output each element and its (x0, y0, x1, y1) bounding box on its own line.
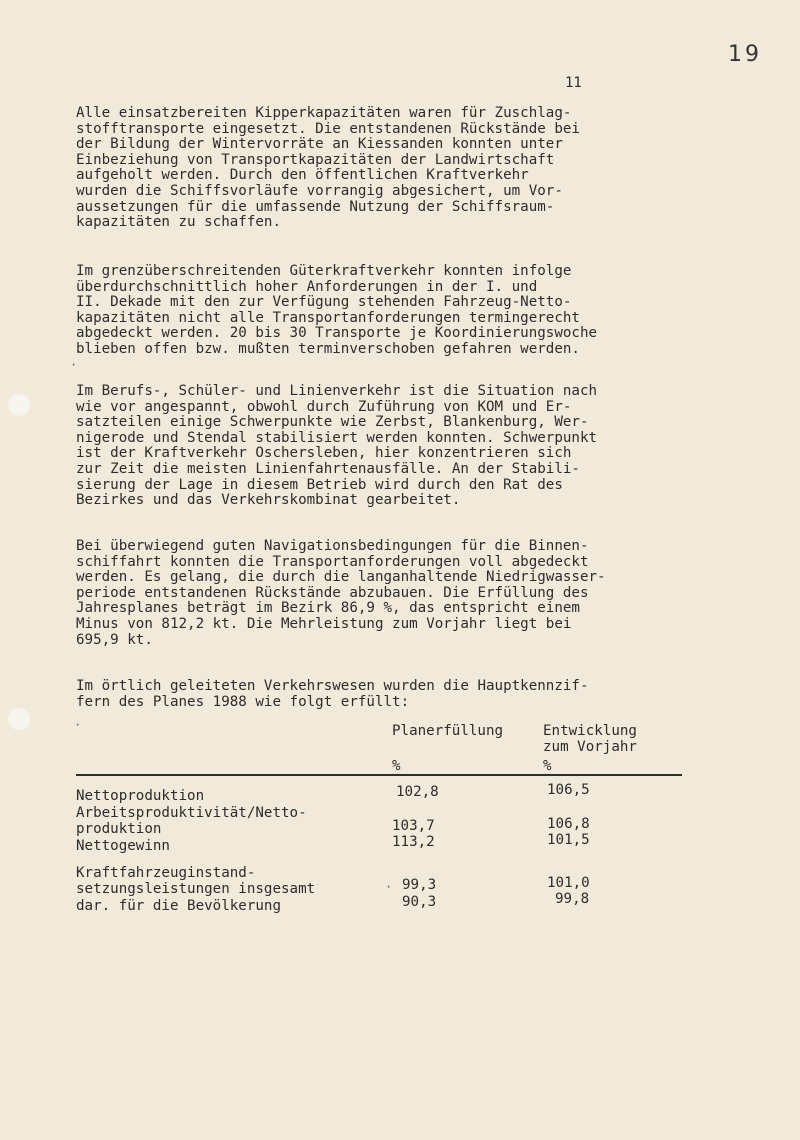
text-line: schiffahrt konnten die Transportanforderungen voll abgedeckt (76, 553, 589, 570)
text-line: periode entstandenen Rückstände abzubauen. Die Erfüllung des (76, 584, 589, 601)
speck-mark: · (74, 718, 82, 732)
text-line: wurden die Schiffsvorläufe vorrangig abgesichert, um Vor- (76, 182, 563, 199)
text-line: Bei überwiegend guten Navigationsbedingungen für die Binnen- (76, 538, 589, 554)
speck-mark: · (70, 358, 78, 372)
row-label: dar. für die Bevölkerung (76, 898, 281, 914)
paragraph-binnenschiffahrt (76, 539, 606, 648)
value-entwicklung: 101,0 (547, 875, 590, 891)
text-line: zur Zeit die meisten Linienfahrtenausfälle. An der Stabili- (76, 460, 580, 477)
punch-hole (8, 708, 30, 730)
row-label: produktion (76, 821, 162, 837)
text-line: nigerode und Stendal stabilisiert werden konnten. Schwerpunkt (76, 429, 598, 446)
text-line: kapazitäten nicht alle Transportanforderungen termingerecht (76, 309, 580, 326)
text-line: Im örtlich geleiteten Verkehrswesen wurden die Hauptkennzif- (76, 678, 589, 694)
value-entwicklung: 99,8 (555, 891, 590, 907)
text-line: Im Berufs-, Schüler- und Linienverkehr ist die Situation nach (76, 383, 598, 399)
row-label: setzungsleistungen insgesamt (76, 881, 316, 897)
text-line: wie vor angespannt, obwohl durch Zuführung von KOM und Er- (76, 398, 572, 415)
text-line: aufgeholt werden. Durch den öffentlichen Kraftverkehr (76, 167, 529, 184)
column-header-zum-vorjahr: zum Vorjahr (543, 739, 637, 755)
paragraph-gueterkraftverkehr (76, 264, 597, 358)
paragraph-oertlich-geleitet (76, 679, 589, 710)
text-line: ist der Kraftverkehr Oschersleben, hier konzentrieren sich (76, 445, 572, 462)
row-label: Nettoproduktion (76, 788, 205, 804)
row-label: Arbeitsproduktivität/Netto- (76, 805, 307, 821)
text-line: stofftransporte eingesetzt. Die entstandenen Rückstände bei (76, 120, 580, 137)
text-line: Im grenzüberschreitenden Güterkraftverkehr konnten infolge (76, 263, 572, 279)
row-label: Kraftfahrzeuginstand- (76, 865, 256, 881)
column-unit-percent: % (392, 758, 401, 774)
text-line: Alle einsatzbereiten Kipperkapazitäten waren für Zuschlag- (76, 105, 572, 121)
text-line: Minus von 812,2 kt. Die Mehrleistung zum Vorjahr liegt bei (76, 615, 572, 632)
paragraph-berufsverkehr (76, 384, 597, 509)
value-planerfuellung: 103,7 (392, 818, 435, 834)
column-header-entwicklung: Entwicklung (543, 723, 637, 739)
value-entwicklung: 101,5 (547, 832, 590, 848)
page-number: 11 (565, 75, 582, 91)
text-line: überdurchschnittlich hoher Anforderungen in der I. und (76, 278, 538, 295)
speck-mark: · (385, 880, 393, 894)
table-header-rule (76, 774, 682, 776)
text-line: satzteilen einige Schwerpunkte wie Zerbst, Blankenburg, Wer- (76, 414, 589, 431)
punch-hole (8, 394, 30, 416)
text-line: Bezirkes und das Verkehrskombinat gearbeitet. (76, 492, 461, 509)
value-planerfuellung: 102,8 (396, 784, 439, 800)
text-line: 695,9 kt. (76, 631, 153, 648)
value-planerfuellung: 90,3 (402, 894, 437, 910)
value-entwicklung: 106,5 (547, 782, 590, 798)
value-planerfuellung: 113,2 (392, 834, 435, 850)
column-unit-percent: % (543, 758, 552, 774)
column-header-planerfuellung: Planerfüllung (392, 723, 504, 739)
text-line: blieben offen bzw. mußten terminverschoben gefahren werden. (76, 340, 580, 357)
text-line: aussetzungen für die umfassende Nutzung der Schiffsraum- (76, 198, 555, 215)
text-line: fern des Planes 1988 wie folgt erfüllt: (76, 693, 410, 710)
text-line: II. Dekade mit den zur Verfügung stehenden Fahrzeug-Netto- (76, 294, 572, 311)
text-line: sierung der Lage in diesem Betrieb wird durch den Rat des (76, 476, 563, 493)
text-line: der Bildung der Wintervorräte an Kiessanden konnten unter (76, 136, 563, 153)
text-line: kapazitäten zu schaffen. (76, 214, 281, 231)
text-line: Jahresplanes beträgt im Bezirk 86,9 %, das entspricht einem (76, 600, 580, 617)
text-line: Einbeziehung von Transportkapazitäten der Landwirtschaft (76, 151, 555, 168)
text-line: werden. Es gelang, die durch die langanhaltende Niedrigwasser- (76, 569, 606, 586)
paragraph-kipperkapazitaeten (76, 106, 580, 231)
value-planerfuellung: 99,3 (402, 877, 437, 893)
value-entwicklung: 106,8 (547, 816, 590, 832)
folio-number: 19 (728, 42, 762, 67)
text-line: abgedeckt werden. 20 bis 30 Transporte je Koordinierungswoche (76, 325, 598, 342)
row-label: Nettogewinn (76, 838, 170, 854)
